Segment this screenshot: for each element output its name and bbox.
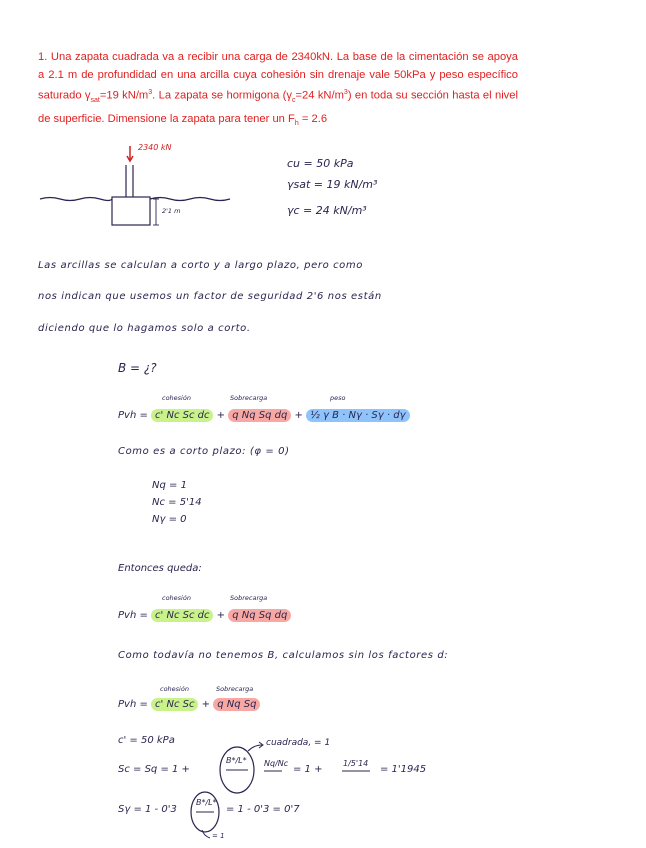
given-gamma-sat: γsat = 19 kN/m³ [287, 178, 378, 191]
load-label: 2340 kN [138, 143, 172, 152]
nc-value: Nc = 5'14 [152, 497, 202, 508]
pvh-prefix-3: Pvh = [118, 699, 148, 710]
term-cohesion-1: c' Nc Sc dc [151, 409, 213, 422]
statement-sub-sat: sat [90, 96, 100, 104]
term-sobrecarga-1: q Nq Sq dq [228, 409, 291, 422]
no-b-line: Como todavía no tenemos B, calculamos sin los factores d: [118, 650, 449, 661]
statement-text-3: . La zapata se hormigona (γ [152, 89, 292, 102]
pvh-prefix-2: Pvh = [118, 610, 148, 621]
short-term-line: Como es a corto plazo: (φ = 0) [118, 446, 290, 457]
ratio-bl-2: B*/L* [196, 798, 217, 807]
b-question: B = ¿? [118, 361, 157, 375]
label-peso: peso [330, 394, 346, 402]
footing-block [112, 197, 150, 225]
ground-line-right [150, 198, 230, 201]
sg-eq-start: Sγ = 1 - 0'3 [118, 804, 177, 815]
depth-label: 2'1 m [162, 207, 181, 215]
statement-text-1: 1. Una zapata cuadrada va a recibir una carga de 2340kN. La base de la cimentación se apoya a 2.1 m de profundidad en una arcilla cuya cohesión sin drenaje vale 50kPa y peso específico saturado γ [38, 51, 518, 102]
ratio-one-over-nc: 1/5'14 [343, 759, 369, 768]
sc-result: = 1'1945 [380, 764, 427, 775]
label-sobrecarga-3: Sobrecarga [216, 685, 254, 693]
label-cohesion-2: cohesión [162, 594, 191, 602]
ngamma-value: Nγ = 0 [152, 514, 187, 525]
plus-3: + [216, 610, 226, 621]
ratio-nq-nc: Nq/Nc [264, 759, 289, 768]
plus-1: + [216, 410, 226, 421]
label-cohesion-1: cohesión [162, 394, 191, 402]
statement-text-5: ) en toda su sección hasta el nivel de superficie. Dimensione la zapata para tener un F [38, 89, 518, 125]
c-value: c' = 50 kPa [118, 735, 175, 746]
given-gamma-c: γc = 24 kN/m³ [287, 204, 367, 217]
note-line-3: diciendo que lo hagamos solo a corto. [38, 323, 251, 334]
nq-value: Nq = 1 [152, 480, 187, 491]
plus-4: + [201, 699, 211, 710]
sc-eq-mid: = 1 + [293, 764, 323, 775]
term-sobrecarga-3: q Nq Sq [213, 698, 260, 711]
statement-sup-2: 3 [343, 89, 348, 96]
term-sobrecarga-2: q Nq Sq dq [228, 609, 291, 622]
statement-text-6: = 2.6 [298, 112, 328, 125]
ground-line-left [40, 198, 112, 201]
note-line-2: nos indican que usemos un factor de seguridad 2'6 nos están [38, 291, 382, 302]
statement-sub-h: h [294, 120, 299, 128]
pvh-formula-2 [118, 610, 291, 621]
statement-sub-c: c [292, 96, 296, 104]
pvh-formula-3 [118, 699, 260, 710]
cuadrada-arrow [248, 745, 262, 751]
sc-eq-start: Sc = Sq = 1 + [118, 764, 190, 775]
term-cohesion-3: c' Nc Sc [151, 698, 198, 711]
term-cohesion-2: c' Nc Sc dc [151, 609, 213, 622]
statement-sup-1: 3 [148, 89, 153, 96]
eq-one-note: = 1 [212, 832, 225, 840]
plus-2: + [294, 410, 303, 421]
label-sobrecarga-2: Sobrecarga [230, 594, 268, 602]
then-line: Entonces queda: [118, 563, 202, 574]
term-peso: ½ γ B · Nγ · Sγ · dγ [306, 409, 409, 422]
pvh-prefix-1: Pvh = [118, 410, 148, 421]
ratio-bl-1: B*/L* [226, 756, 247, 765]
label-cohesion-3: cohesión [160, 685, 189, 693]
cuadrada-note: cuadrada, = 1 [266, 738, 331, 748]
given-cu: cu = 50 kPa [287, 157, 354, 170]
statement-text-4: =24 kN/m [295, 89, 344, 102]
label-sobrecarga-1: Sobrecarga [230, 394, 268, 402]
note-line-1: Las arcillas se calculan a corto y a largo plazo, pero como [38, 260, 363, 271]
sg-result: = 1 - 0'3 = 0'7 [226, 804, 300, 815]
pvh-formula-1 [118, 410, 410, 421]
statement-text-2: =19 kN/m [99, 89, 149, 102]
